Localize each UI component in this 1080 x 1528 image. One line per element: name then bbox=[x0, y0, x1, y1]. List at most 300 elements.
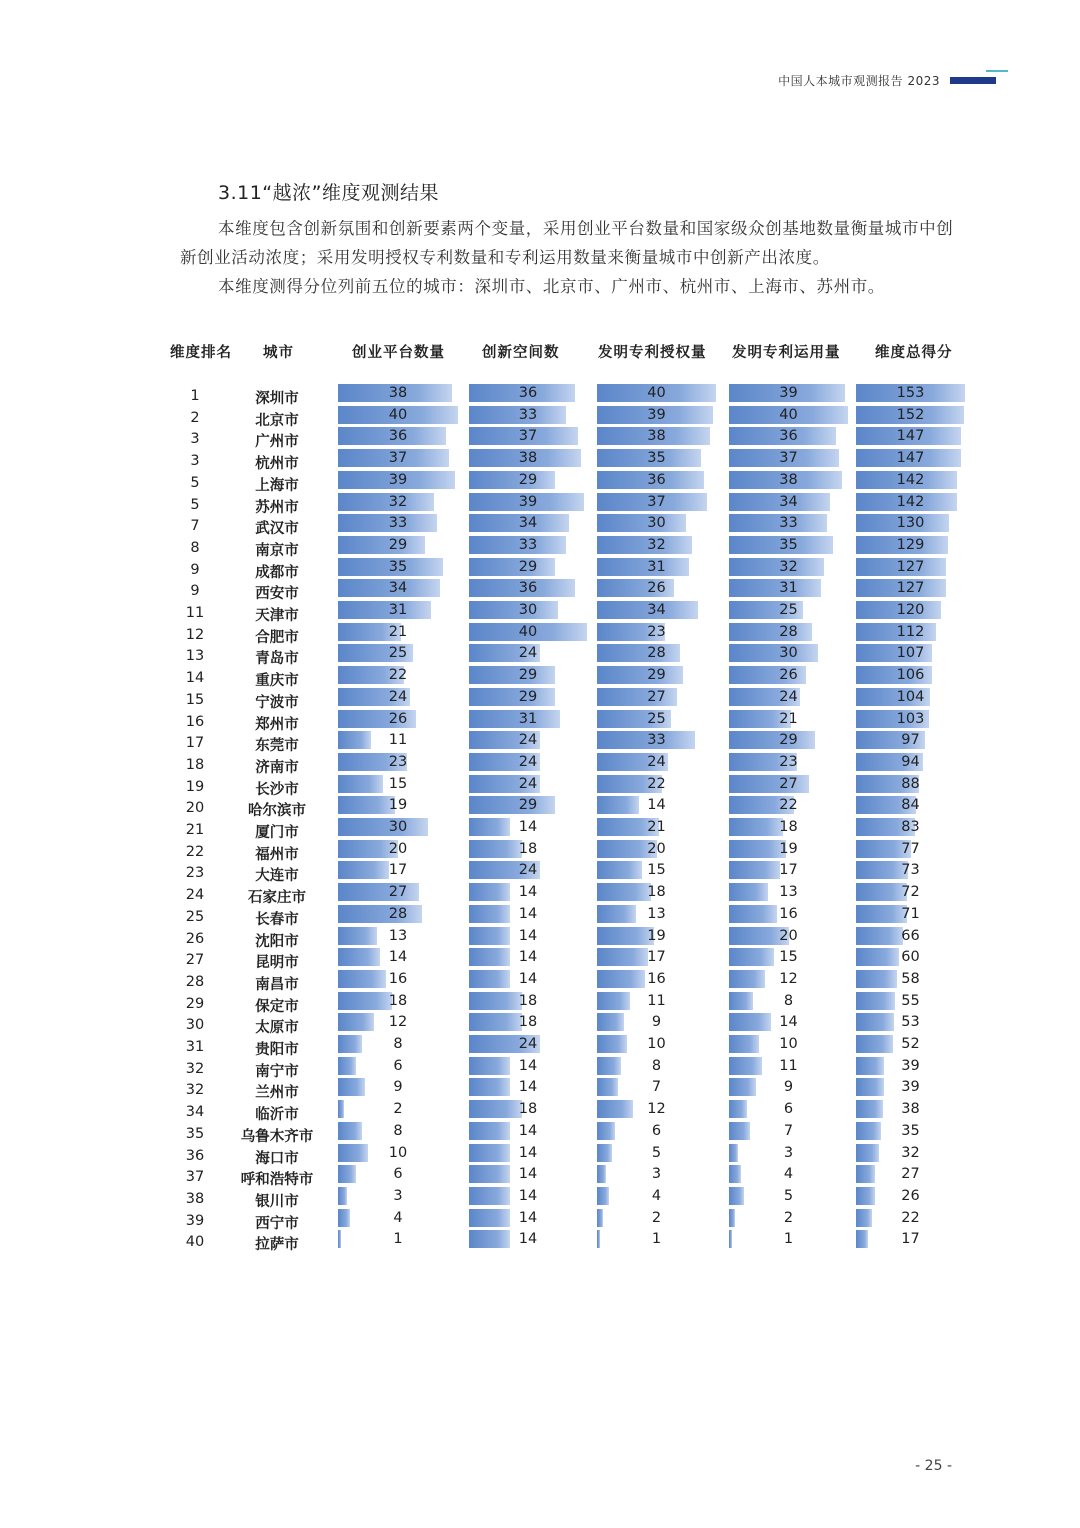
patent-grants-value: 31 bbox=[647, 558, 666, 575]
total-score-value: 153 bbox=[896, 385, 925, 401]
patent-grants-value: 30 bbox=[647, 515, 666, 532]
city-cell: 杭州市 bbox=[255, 456, 299, 473]
table-row bbox=[0, 970, 1080, 991]
platforms-value: 9 bbox=[393, 1079, 403, 1096]
spaces-value: 14 bbox=[518, 949, 538, 966]
patent-grants-value: 2 bbox=[651, 1209, 662, 1226]
spaces-value: 14 bbox=[518, 1209, 538, 1226]
rank-cell: 21 bbox=[185, 822, 205, 838]
patent-grants-value: 20 bbox=[647, 840, 666, 857]
platforms-value: 10 bbox=[388, 1144, 408, 1161]
city-cell: 福州市 bbox=[255, 846, 299, 863]
rank-cell: 34 bbox=[185, 1104, 205, 1121]
patent-use-value: 12 bbox=[779, 970, 798, 987]
platforms-value: 6 bbox=[393, 1057, 403, 1074]
platforms-value: 8 bbox=[393, 1036, 403, 1052]
rank-cell: 3 bbox=[190, 453, 200, 470]
patent-use-value: 33 bbox=[779, 515, 798, 532]
rank-cell: 9 bbox=[190, 561, 200, 578]
spaces-value: 18 bbox=[518, 1101, 538, 1118]
total-score-value: 35 bbox=[901, 1122, 920, 1139]
patent-use-value: 23 bbox=[779, 753, 798, 770]
table-row bbox=[0, 688, 1080, 709]
table-row bbox=[0, 818, 1080, 839]
table-row bbox=[0, 861, 1080, 885]
spaces-value: 31 bbox=[518, 710, 538, 727]
table-row bbox=[0, 796, 1080, 820]
table-row bbox=[0, 948, 1080, 972]
platforms-value: 2 bbox=[393, 1101, 403, 1118]
total-score-value: 84 bbox=[901, 797, 920, 814]
table-row bbox=[0, 1144, 1080, 1165]
total-score-value: 71 bbox=[901, 905, 920, 922]
city-cell: 南昌市 bbox=[255, 976, 299, 993]
patent-grants-value: 7 bbox=[651, 1079, 662, 1096]
platforms-value: 24 bbox=[388, 688, 408, 705]
spaces-value: 14 bbox=[518, 1231, 538, 1248]
spaces-value: 29 bbox=[518, 797, 538, 814]
city-cell: 银川市 bbox=[255, 1193, 299, 1210]
platforms-value: 15 bbox=[388, 775, 408, 792]
spaces-value: 36 bbox=[518, 580, 538, 597]
patent-use-value: 2 bbox=[783, 1209, 794, 1226]
platforms-value: 26 bbox=[388, 710, 408, 727]
total-score-value: 103 bbox=[896, 710, 925, 727]
rank-cell: 26 bbox=[185, 930, 205, 947]
platforms-value: 23 bbox=[388, 753, 408, 770]
platforms-value: 27 bbox=[388, 884, 408, 901]
patent-use-value: 11 bbox=[779, 1057, 798, 1074]
patent-grants-value: 25 bbox=[647, 710, 666, 727]
patent-grants-value: 37 bbox=[647, 493, 666, 510]
platforms-value: 31 bbox=[388, 602, 408, 618]
patent-grants-value: 18 bbox=[647, 884, 666, 901]
rank-cell: 37 bbox=[185, 1169, 205, 1186]
table-row bbox=[0, 449, 1080, 473]
table-row bbox=[0, 1100, 1080, 1124]
city-cell: 青岛市 bbox=[255, 651, 299, 668]
patent-grants-value: 39 bbox=[647, 406, 666, 423]
patent-use-value: 6 bbox=[783, 1101, 794, 1118]
city-cell: 北京市 bbox=[255, 412, 299, 429]
city-cell: 上海市 bbox=[255, 477, 299, 494]
platforms-value: 34 bbox=[388, 580, 408, 597]
patent-use-value: 7 bbox=[783, 1122, 794, 1139]
patent-grants-value: 8 bbox=[651, 1057, 662, 1074]
header-city: 城市 bbox=[263, 345, 294, 361]
city-cell: 宁波市 bbox=[255, 694, 299, 711]
table-row bbox=[0, 927, 1080, 948]
patent-use-value: 9 bbox=[783, 1079, 794, 1096]
spaces-value: 14 bbox=[518, 884, 538, 901]
patent-use-value: 8 bbox=[783, 992, 794, 1009]
total-score-value: 152 bbox=[896, 406, 925, 423]
spaces-value: 18 bbox=[518, 1014, 538, 1031]
rank-cell: 15 bbox=[185, 691, 205, 708]
platforms-value: 37 bbox=[388, 450, 408, 467]
patent-grants-value: 4 bbox=[651, 1187, 662, 1204]
header-patent-use: 发明专利运用量 bbox=[732, 345, 841, 361]
table-row bbox=[0, 1122, 1080, 1143]
table-row bbox=[0, 1057, 1080, 1078]
patent-use-value: 20 bbox=[779, 927, 798, 944]
rank-cell: 32 bbox=[185, 1082, 205, 1099]
total-score-value: 94 bbox=[901, 753, 920, 770]
total-score-value: 88 bbox=[901, 775, 920, 792]
city-cell: 合肥市 bbox=[255, 629, 299, 646]
platforms-value: 36 bbox=[388, 428, 408, 445]
city-cell: 苏州市 bbox=[255, 499, 299, 516]
rank-cell: 31 bbox=[185, 1039, 205, 1055]
description-paragraph-1: 本维度包含创新氛围和创新要素两个变量，采用创业平台数量和国家级众创基地数量衡量城市中创新创业活动浓度；采用发明授权专利数量和专利运用数量来衡量城市中创新产出浓度。 bbox=[180, 219, 954, 267]
city-cell: 东莞市 bbox=[255, 738, 299, 755]
total-score-value: 127 bbox=[896, 558, 925, 575]
total-score-value: 55 bbox=[901, 992, 920, 1009]
patent-use-value: 28 bbox=[779, 623, 798, 640]
platforms-value: 8 bbox=[393, 1122, 403, 1139]
patent-use-value: 18 bbox=[779, 819, 798, 835]
table-row bbox=[0, 471, 1080, 492]
rank-cell: 1 bbox=[190, 388, 200, 404]
platforms-value: 33 bbox=[388, 515, 408, 532]
city-cell: 厦门市 bbox=[255, 825, 299, 841]
spaces-value: 29 bbox=[518, 558, 538, 575]
patent-use-value: 19 bbox=[779, 840, 798, 857]
platforms-value: 38 bbox=[388, 385, 408, 401]
spaces-value: 14 bbox=[518, 1187, 538, 1204]
patent-grants-value: 38 bbox=[647, 428, 666, 445]
patent-use-value: 39 bbox=[779, 385, 798, 401]
table-row bbox=[0, 753, 1080, 774]
patent-grants-value: 27 bbox=[647, 688, 666, 705]
city-cell: 济南市 bbox=[255, 759, 299, 776]
rank-cell: 40 bbox=[185, 1234, 205, 1251]
total-score-value: 72 bbox=[901, 884, 920, 901]
total-score-value: 142 bbox=[896, 493, 925, 510]
patent-grants-value: 9 bbox=[651, 1014, 662, 1031]
total-score-value: 97 bbox=[901, 732, 920, 749]
total-score-value: 39 bbox=[901, 1057, 920, 1074]
rank-cell: 17 bbox=[185, 735, 205, 752]
city-cell: 西宁市 bbox=[255, 1215, 299, 1232]
platforms-value: 1 bbox=[393, 1231, 403, 1248]
city-cell: 武汉市 bbox=[255, 521, 299, 538]
spaces-value: 14 bbox=[518, 1166, 538, 1183]
city-cell: 昆明市 bbox=[255, 955, 299, 972]
city-cell: 沈阳市 bbox=[255, 933, 299, 950]
rank-cell: 2 bbox=[190, 409, 200, 426]
patent-grants-value: 15 bbox=[647, 862, 666, 879]
platforms-value: 39 bbox=[388, 471, 408, 488]
patent-grants-value: 11 bbox=[647, 992, 666, 1009]
rank-cell: 12 bbox=[185, 626, 205, 643]
total-score-value: 52 bbox=[901, 1036, 920, 1052]
total-score-value: 38 bbox=[901, 1101, 920, 1118]
rank-cell: 32 bbox=[185, 1060, 205, 1077]
city-cell: 大连市 bbox=[255, 868, 299, 885]
total-score-value: 73 bbox=[901, 862, 920, 879]
platforms-value: 16 bbox=[388, 970, 408, 987]
platforms-value: 11 bbox=[388, 732, 408, 749]
spaces-value: 14 bbox=[518, 1079, 538, 1096]
platforms-value: 30 bbox=[388, 819, 408, 835]
total-score-value: 147 bbox=[896, 450, 925, 467]
patent-use-value: 31 bbox=[779, 580, 798, 597]
patent-grants-value: 34 bbox=[647, 602, 666, 618]
city-cell: 长沙市 bbox=[255, 781, 299, 798]
total-score-value: 112 bbox=[896, 623, 925, 640]
platforms-value: 29 bbox=[388, 536, 408, 553]
rank-cell: 5 bbox=[190, 496, 200, 513]
rank-cell: 7 bbox=[190, 518, 200, 535]
patent-grants-value: 1 bbox=[651, 1231, 662, 1248]
table-row bbox=[0, 623, 1080, 644]
total-score-value: 107 bbox=[896, 645, 925, 662]
table-row bbox=[0, 536, 1080, 557]
patent-use-value: 22 bbox=[779, 797, 798, 814]
spaces-value: 18 bbox=[518, 840, 538, 857]
patent-grants-value: 19 bbox=[647, 927, 666, 944]
rank-cell: 25 bbox=[185, 908, 205, 925]
patent-grants-value: 13 bbox=[647, 905, 666, 922]
rank-cell: 5 bbox=[190, 474, 200, 491]
patent-use-value: 24 bbox=[779, 688, 798, 705]
total-score-value: 106 bbox=[896, 667, 925, 684]
patent-grants-value: 29 bbox=[647, 667, 666, 684]
table-row bbox=[0, 406, 1080, 427]
table-row bbox=[0, 1013, 1080, 1037]
rank-cell: 11 bbox=[185, 605, 205, 621]
city-cell: 成都市 bbox=[255, 564, 299, 581]
total-score-value: 32 bbox=[901, 1144, 920, 1161]
patent-use-value: 3 bbox=[783, 1144, 794, 1161]
platforms-value: 4 bbox=[393, 1209, 403, 1226]
patent-grants-value: 10 bbox=[647, 1036, 666, 1052]
spaces-value: 14 bbox=[518, 927, 538, 944]
spaces-value: 30 bbox=[518, 602, 538, 618]
patent-use-value: 14 bbox=[779, 1014, 798, 1031]
rank-cell: 18 bbox=[185, 756, 205, 773]
header-spaces: 创新空间数 bbox=[482, 345, 560, 361]
header-platforms: 创业平台数量 bbox=[352, 345, 445, 361]
platforms-value: 3 bbox=[393, 1187, 403, 1204]
table-header bbox=[0, 341, 1080, 363]
platforms-value: 21 bbox=[388, 623, 408, 640]
platforms-value: 6 bbox=[393, 1166, 403, 1183]
patent-use-value: 5 bbox=[783, 1187, 794, 1204]
patent-grants-value: 5 bbox=[651, 1144, 662, 1161]
patent-grants-value: 22 bbox=[647, 775, 666, 792]
patent-grants-value: 28 bbox=[647, 645, 666, 662]
patent-use-value: 34 bbox=[779, 493, 798, 510]
spaces-value: 24 bbox=[518, 753, 538, 770]
table-row bbox=[0, 840, 1080, 861]
city-cell: 天津市 bbox=[255, 608, 299, 624]
table-row bbox=[0, 493, 1080, 514]
spaces-value: 24 bbox=[518, 645, 538, 662]
platforms-value: 17 bbox=[388, 862, 408, 879]
rank-cell: 38 bbox=[185, 1190, 205, 1207]
city-cell: 南京市 bbox=[255, 542, 299, 559]
platforms-value: 40 bbox=[388, 406, 408, 423]
spaces-value: 18 bbox=[518, 992, 538, 1009]
patent-use-value: 4 bbox=[783, 1166, 794, 1183]
patent-use-value: 25 bbox=[779, 602, 798, 618]
spaces-value: 24 bbox=[518, 732, 538, 749]
header-decor-bar bbox=[950, 77, 996, 84]
table-row bbox=[0, 601, 1080, 622]
patent-grants-value: 35 bbox=[647, 450, 666, 467]
spaces-value: 33 bbox=[518, 536, 538, 553]
spaces-value: 24 bbox=[518, 775, 538, 792]
patent-use-value: 16 bbox=[779, 905, 798, 922]
table-row bbox=[0, 1230, 1080, 1254]
city-cell: 南宁市 bbox=[255, 1063, 299, 1080]
rank-cell: 22 bbox=[185, 843, 205, 860]
platforms-value: 18 bbox=[388, 992, 408, 1009]
spaces-value: 14 bbox=[518, 970, 538, 987]
rank-cell: 29 bbox=[185, 995, 205, 1012]
page-number: - 25 - bbox=[915, 1458, 952, 1474]
table-row bbox=[0, 710, 1080, 731]
total-score-value: 17 bbox=[901, 1231, 920, 1248]
total-score-value: 60 bbox=[901, 949, 920, 966]
city-cell: 石家庄市 bbox=[248, 890, 306, 907]
total-score-value: 58 bbox=[901, 970, 920, 987]
total-score-value: 22 bbox=[901, 1209, 920, 1226]
platforms-value: 25 bbox=[388, 645, 408, 662]
spaces-value: 24 bbox=[518, 1036, 538, 1052]
patent-use-value: 32 bbox=[779, 558, 798, 575]
table-row bbox=[0, 1165, 1080, 1189]
platforms-value: 14 bbox=[388, 949, 408, 966]
city-cell: 海口市 bbox=[255, 1150, 299, 1167]
spaces-value: 14 bbox=[518, 819, 538, 835]
total-score-value: 120 bbox=[896, 602, 925, 618]
spaces-value: 33 bbox=[518, 406, 538, 423]
patent-use-value: 10 bbox=[779, 1036, 798, 1052]
patent-use-value: 15 bbox=[779, 949, 798, 966]
city-cell: 重庆市 bbox=[255, 673, 299, 690]
rank-cell: 30 bbox=[185, 1017, 205, 1034]
spaces-value: 40 bbox=[518, 623, 538, 640]
spaces-value: 36 bbox=[518, 385, 538, 401]
city-cell: 兰州市 bbox=[255, 1085, 299, 1102]
description bbox=[180, 214, 960, 301]
table-row bbox=[0, 1035, 1080, 1056]
platforms-value: 13 bbox=[388, 927, 408, 944]
patent-grants-value: 36 bbox=[647, 471, 666, 488]
patent-use-value: 36 bbox=[779, 428, 798, 445]
patent-use-value: 35 bbox=[779, 536, 798, 553]
total-score-value: 53 bbox=[901, 1014, 920, 1031]
rank-cell: 28 bbox=[185, 973, 205, 990]
city-cell: 哈尔滨市 bbox=[248, 803, 306, 820]
rank-cell: 14 bbox=[185, 670, 205, 687]
section-title: 3.11“越浓”维度观测结果 bbox=[218, 182, 439, 204]
city-cell: 长春市 bbox=[255, 911, 299, 928]
patent-use-value: 40 bbox=[779, 406, 798, 423]
city-cell: 保定市 bbox=[255, 998, 299, 1015]
platforms-value: 12 bbox=[388, 1014, 408, 1031]
header-patent-grants: 发明专利授权量 bbox=[598, 345, 707, 361]
total-score-value: 130 bbox=[896, 515, 925, 532]
spaces-value: 14 bbox=[518, 1057, 538, 1074]
table-row bbox=[0, 644, 1080, 668]
total-score-value: 142 bbox=[896, 471, 925, 488]
city-cell: 西安市 bbox=[255, 586, 299, 603]
city-cell: 贵阳市 bbox=[255, 1042, 299, 1058]
spaces-value: 24 bbox=[518, 862, 538, 879]
patent-grants-value: 21 bbox=[647, 819, 666, 835]
table-row bbox=[0, 514, 1080, 538]
patent-use-value: 21 bbox=[779, 710, 798, 727]
total-score-value: 127 bbox=[896, 580, 925, 597]
table-row bbox=[0, 905, 1080, 926]
table-row bbox=[0, 666, 1080, 690]
patent-grants-value: 12 bbox=[647, 1101, 666, 1118]
header-total-score: 维度总得分 bbox=[875, 345, 953, 361]
platforms-value: 28 bbox=[388, 905, 408, 922]
patent-grants-value: 17 bbox=[647, 949, 666, 966]
patent-use-value: 17 bbox=[779, 862, 798, 879]
city-cell: 乌鲁木齐市 bbox=[240, 1128, 314, 1145]
table-row bbox=[0, 775, 1080, 796]
description-paragraph-2: 本维度测得分位列前五位的城市：深圳市、北京市、广州市、杭州市、上海市、苏州市。 bbox=[218, 277, 885, 296]
total-score-value: 39 bbox=[901, 1079, 920, 1096]
patent-use-value: 30 bbox=[779, 645, 798, 662]
spaces-value: 38 bbox=[518, 450, 538, 467]
spaces-value: 14 bbox=[518, 905, 538, 922]
total-score-value: 104 bbox=[896, 688, 925, 705]
patent-use-value: 38 bbox=[779, 471, 798, 488]
patent-grants-value: 26 bbox=[647, 580, 666, 597]
patent-grants-value: 24 bbox=[647, 753, 666, 770]
city-cell: 太原市 bbox=[255, 1020, 299, 1037]
patent-grants-value: 23 bbox=[647, 623, 666, 640]
city-cell: 临沂市 bbox=[255, 1107, 299, 1124]
rank-cell: 36 bbox=[185, 1147, 205, 1164]
total-score-value: 147 bbox=[896, 428, 925, 445]
patent-grants-value: 40 bbox=[647, 385, 666, 401]
rank-cell: 39 bbox=[185, 1212, 205, 1229]
rank-cell: 27 bbox=[185, 952, 205, 969]
spaces-value: 39 bbox=[518, 493, 538, 510]
platforms-value: 19 bbox=[388, 797, 408, 814]
total-score-value: 27 bbox=[901, 1166, 920, 1183]
spaces-value: 14 bbox=[518, 1144, 538, 1161]
total-score-value: 26 bbox=[901, 1187, 920, 1204]
spaces-value: 29 bbox=[518, 688, 538, 705]
spaces-value: 14 bbox=[518, 1122, 538, 1139]
patent-grants-value: 6 bbox=[651, 1122, 662, 1139]
patent-use-value: 37 bbox=[779, 450, 798, 467]
rank-cell: 9 bbox=[190, 583, 200, 600]
total-score-value: 83 bbox=[901, 819, 920, 835]
table-row bbox=[0, 992, 1080, 1013]
platforms-value: 22 bbox=[388, 667, 408, 684]
patent-grants-value: 16 bbox=[647, 970, 666, 987]
patent-grants-value: 14 bbox=[647, 797, 666, 814]
city-cell: 呼和浩特市 bbox=[240, 1172, 314, 1189]
patent-grants-value: 33 bbox=[647, 732, 666, 749]
patent-use-value: 26 bbox=[779, 667, 798, 684]
city-cell: 深圳市 bbox=[255, 391, 299, 407]
table-row bbox=[0, 384, 1080, 405]
rank-cell: 16 bbox=[185, 713, 205, 730]
rank-cell: 19 bbox=[185, 778, 205, 795]
rank-cell: 3 bbox=[190, 431, 200, 448]
